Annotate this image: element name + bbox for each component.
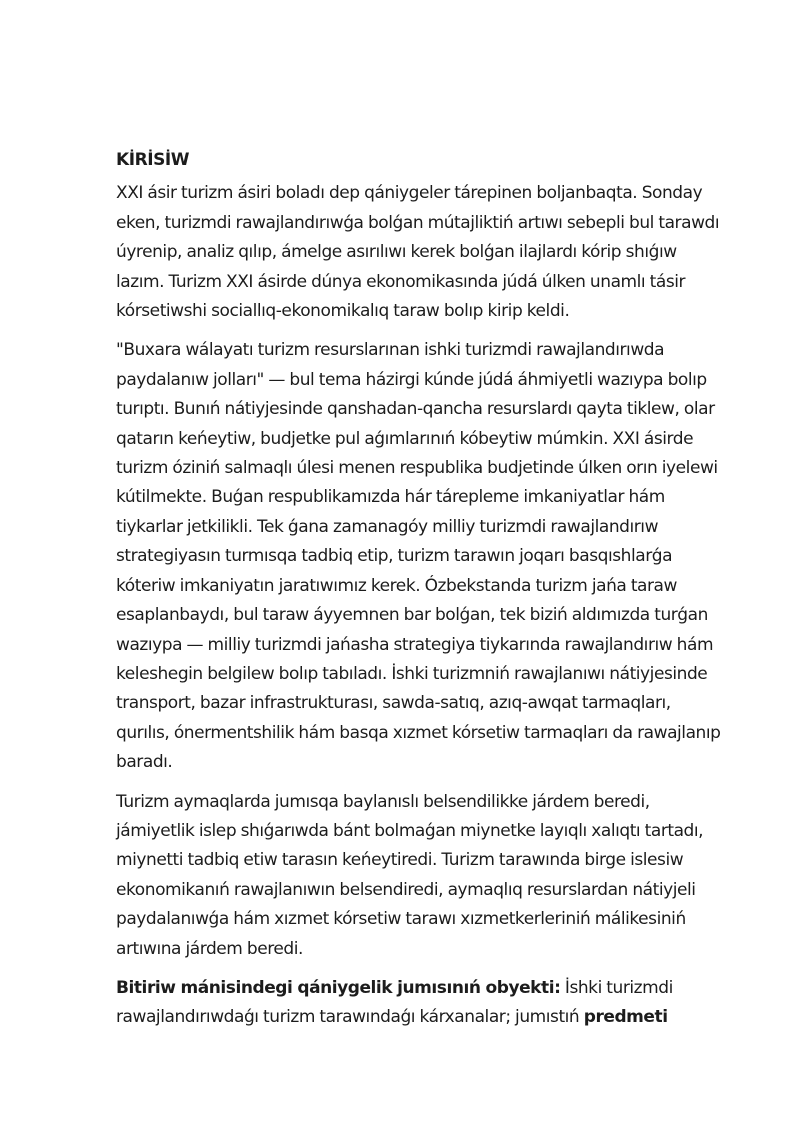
- section-heading: KİRİSİW: [116, 150, 190, 170]
- paragraph-tourism-employment: Turizm aymaqlarda jumısqa baylanıslı belsendilikke járdem beredi, jámiyetlik islep shıǵarıwda bánt bolmaǵan miynetke layıqlı xalıqtı tartadı, miynetti tadbiq etiw tarasın keńeytiredi. Turizm tarawında birge islesiw ekonomikanıń rawajlanıwın belsendiredi, aymaqlıq resurslardan nátiyjeli paydalanıwǵa hám xızmet kórsetiw tarawı xızmetkerleriniń málikesiniń artıwına járdem beredi.: [116, 791, 704, 959]
- paragraph-topic-relevance: "Buxara wálayatı turizm resurslarınan ishki turizmdi rawajlandırıwda paydalanıw jolları" — bul tema házirgi kúnde júdá áhmiyetli wazıypa bolıp turıptı. Bunıń nátiyjesinde qanshadan-qancha resurslardı qayta tiklew, olar qatarın keńeytiw, budjetke pul aǵımlarınıń kóbeytiw múmkin. XXI ásirde turizm óziniń salmaqlı úlesi menen respublika budjetinde úlken orın iyelewi kútilmekte. Buǵan respublikamızda hár tárepleme imkaniyatlar hám tiykarlar jetkilikli. Tek ǵana zamanagóy milliy turizmdi rawajlandırıw strategiyasın turmısqa tadbiq etip, turizm tarawın joqarı basqıshlarǵa kóteriw imkaniyatın jaratıwımız kerek. Ózbekstanda turizm jańa taraw esaplanbaydı, bul taraw áyyemnen bar bolǵan, tek biziń aldımızda turǵan wazıypa — milliy turizmdi jańasha strategiya tiykarında rawajlandırıw hám keleshegin belgilew bolıp tabıladı. İshki turizmniń rawajlanıwı nátiyjesinde transport, bazar infrastrukturası, sawda-satıq, azıq-awqat tarmaqları, qurılıs, ónermentshilik hám basqa xızmet kórsetiw tarmaqları da rawajlanıp baradı.: [116, 340, 721, 773]
- research-object-text: İshki turizmdi rawajlandırıwdaǵı turizm tarawındaǵı kárxanalar; jumıstıń: [116, 977, 673, 1028]
- research-subject-label: predmeti: [583, 1007, 668, 1028]
- paragraph-research-object: [116, 974, 726, 1033]
- research-object-label: Bitiriw mánisindegi qániygelik jumısınıń obyekti:: [116, 977, 561, 998]
- paragraph-intro: XXI ásir turizm ásiri boladı dep qániygeler tárepinen boljanbaqta. Sonday eken, turizmdi rawajlandırıwǵa bolǵan mútajliktiń artıwı sebepli bul tarawdı úyrenip, analiz qılıp, ámelge asırılıwı kerek bolǵan ilajlardı kórip shıǵıw lazım. Turizm XXI ásirde dúnya ekonomikasında júdá úlken unamlı tásir kórsetiwshi sociallıq-ekonomikalıq taraw bolıp kirip keldi.: [116, 183, 720, 322]
- document-body: [116, 146, 726, 1043]
